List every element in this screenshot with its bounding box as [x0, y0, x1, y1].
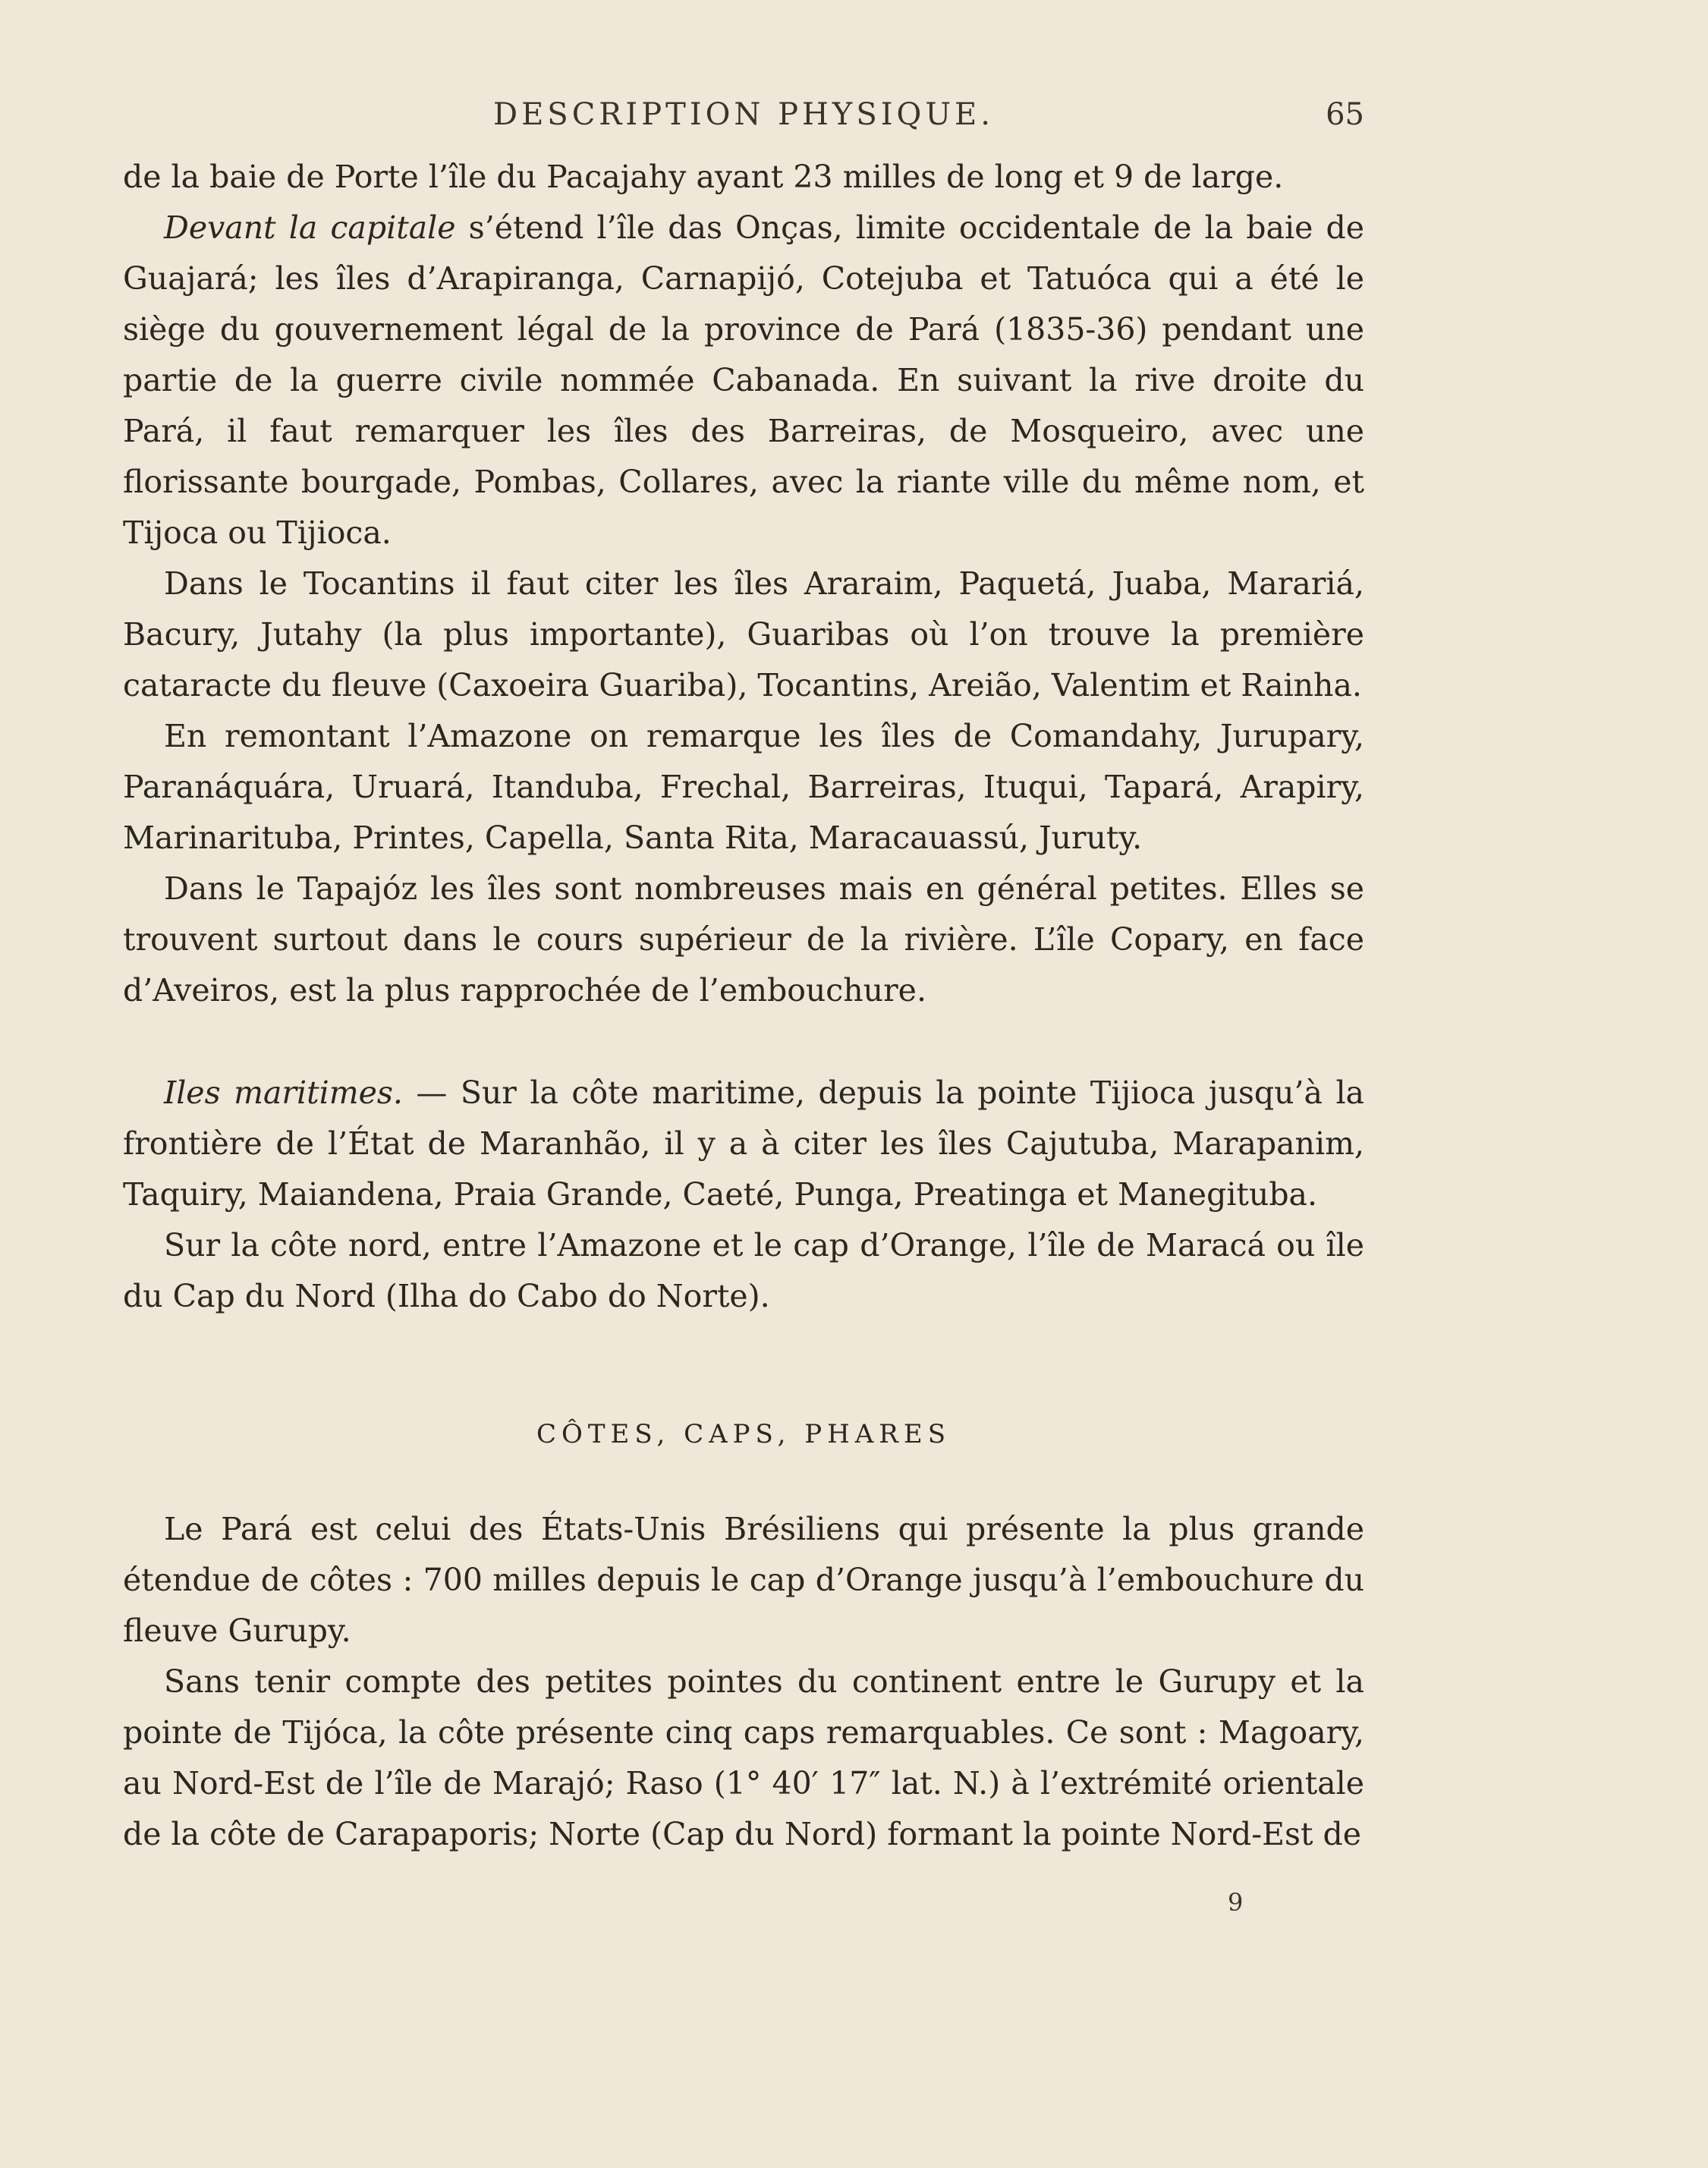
running-head	[123, 97, 1364, 143]
paragraph-5	[123, 864, 1364, 1016]
paragraph-8-text: Le Pará est celui des États-Unis Brésiliens qui présente la plus grande étendue de côtes : 700 milles depuis le cap d’Orange jusqu’à l’embouchure du fleuve Gurupy.	[123, 1511, 1364, 1649]
page-number: 65	[1326, 97, 1364, 132]
paragraph-1	[123, 152, 1364, 203]
paragraph-7	[123, 1220, 1364, 1322]
paragraph-9-text: Sans tenir compte des petites pointes du continent entre le Gurupy et la pointe de Tijóca, la côte présente cinq caps remarquables. Ce sont : Magoary, au Nord-Est de l’île de Marajó; Raso (1° 40′ 17″ lat. N.) à l’extrémité orientale de la côte de Carapaporis; Norte (Cap du Nord) formant la pointe Nord-Est de	[123, 1663, 1364, 1852]
paragraph-3	[123, 559, 1364, 711]
paragraph-6	[123, 1068, 1364, 1220]
paragraph-6-text: — Sur la côte maritime, depuis la pointe Tijioca jusqu’à la frontière de l’État de Maranhão, il y a à citer les îles Cajutuba, Marapanim, Taquiry, Maiandena, Praia Grande, Caeté, Punga, Preatinga et Manegituba.	[123, 1075, 1365, 1213]
paragraph-8	[123, 1504, 1364, 1657]
paragraph-2-text: s’étend l’île das Onças, limite occidentale de la baie de Guajará; les îles d’Arapiranga, Carnapijó, Cotejuba et Tatuóca qui a été le siège du gouvernement légal de la province de Pará (1835-36) pendant une partie de la guerre civile nommée Cabanada. En suivant la rive droite du Pará, il faut remarquer les îles des Barreiras, de Mosqueiro, avec une florissante bourgade, Pombas, Collares, avec la riante ville du même nom, et Tijoca ou Tijioca.	[123, 209, 1364, 551]
paragraph-6-lead: Iles maritimes.	[164, 1075, 403, 1111]
paragraph-5-text: Dans le Tapajóz les îles sont nombreuses mais en général petites. Elles se trouvent surtout dans le cours supérieur de la rivière. L’île Copary, en face d’Aveiros, est la plus rapprochée de l’embouchure.	[123, 870, 1364, 1008]
paragraph-4	[123, 711, 1364, 864]
paragraph-2	[123, 203, 1364, 559]
paragraph-4-text: En remontant l’Amazone on remarque les îles de Comandahy, Jurupary, Paranáquára, Uruará, Itanduba, Frechal, Barreiras, Ituqui, Tapará, Arapiry, Marinarituba, Printes, Capella, Santa Rita, Maracauassú, Juruty.	[123, 718, 1364, 856]
paragraph-2-lead: Devant la capitale	[164, 209, 456, 246]
section-heading: CÔTES, CAPS, PHARES	[536, 1419, 951, 1449]
paragraph-7-text: Sur la côte nord, entre l’Amazone et le cap d’Orange, l’île de Maracá ou île du Cap du Nord (Ilha do Cabo do Norte).	[123, 1227, 1364, 1314]
paragraph-3-text: Dans le Tocantins il faut citer les îles Araraim, Paquetá, Juaba, Marariá, Bacury, Jutahy (la plus importante), Guaribas où l’on trouve la première cataracte du fleuve (Caxoeira Guariba), Tocantins, Areião, Valentim et Rainha.	[123, 565, 1364, 703]
running-title: DESCRIPTION PHYSIQUE.	[493, 97, 994, 132]
body-text	[123, 152, 1364, 1860]
paragraph-1-text: de la baie de Porte l’île du Pacajahy ayant 23 milles de long et 9 de large.	[123, 159, 1284, 195]
signature-mark: 9	[1228, 1888, 1244, 1917]
paragraph-9	[123, 1657, 1364, 1860]
